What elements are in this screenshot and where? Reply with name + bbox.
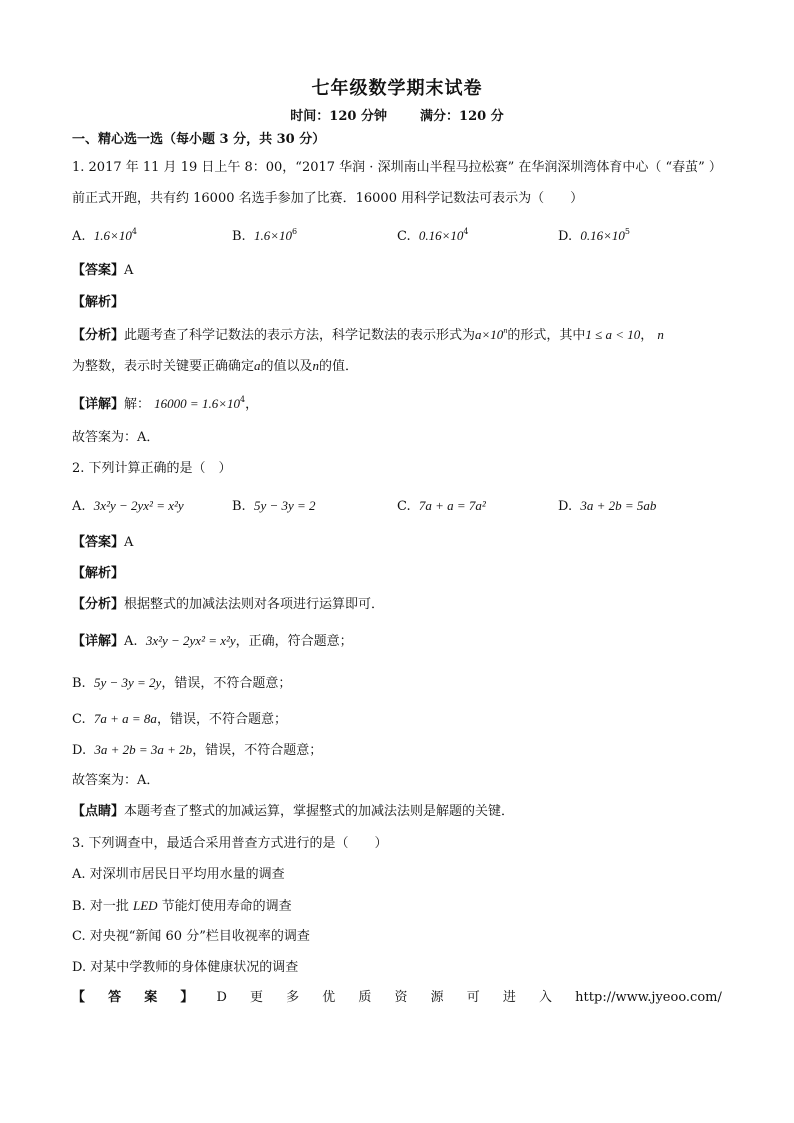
q1-stem-line2: 前正式开跑，共有约 16000 名选手参加了比赛．16000 用科学记数法可表示为（ ） (72, 191, 584, 206)
q2-detail-a: 【详解】A. 3x²y − 2yx² = x²y，正确，符合题意； (72, 633, 353, 649)
section-heading: 一、精心选一选（每小题 3 分，共 30 分） (72, 132, 326, 147)
q1-option-b: B. $1.6\times 10^6$ (232, 227, 298, 244)
q2-conclusion: 故答案为：A． (72, 773, 160, 788)
q3-option-b: B. 对一批 LED 节能灯使用寿命的调查 (72, 898, 292, 914)
q2-stem: 2. 下列计算正确的是（ ） (72, 461, 232, 476)
q2-analysis: 【分析】根据整式的加减法法则对各项进行运算即可． (72, 597, 385, 612)
q2-option-b: B. 5y − 3y = 2 (232, 498, 316, 514)
q3-stem: 3. 下列调查中，最适合采用普查方式进行的是（ ） (72, 836, 388, 851)
page-title: 七年级数学期末试卷 (311, 78, 483, 99)
q1-analysis-line2: 为整数，表示时关键要正确确定a的值以及n的值． (72, 358, 359, 374)
q1-analysis-line1: 【分析】此题考查了科学记数法的表示方法，科学记数法的表示形式为$a\times 10^n$的形式，其中1 ≤ a < 10， n (72, 326, 664, 343)
q1-option-a: A. $1.6\times 10^4$ (72, 227, 137, 244)
q2-option-a: A. 3x²y − 2yx² = x²y (72, 498, 184, 514)
q1-answer: 【答案】A (72, 263, 134, 278)
q3-option-d: D. 对某中学教师的身体健康状况的调查 (72, 960, 299, 975)
q2-detail-b: B. 5y − 3y = 2y，错误，不符合题意； (72, 675, 292, 691)
q2-detail-d: D. 3a + 2b = 3a + 2b，错误，不符合题意； (72, 742, 323, 758)
exam-time: 时间：120 分钟 (290, 109, 387, 124)
q2-answer: 【答案】A (72, 535, 134, 550)
source-url[interactable]: http://www.jyeoo.com/ (575, 990, 722, 1005)
q3-answer-line: 【 答 案 】 D 更 多 优 质 资 源 可 进 入 http://www.jyeoo.com/ (72, 990, 722, 1005)
q2-jiexi: 【解析】 (72, 566, 125, 581)
q1-detail: 【详解】解： $16000 = 1.6\times 10^4$， (72, 395, 259, 412)
q1-stem-line1: 1. 2017 年 11 月 19 日上午 8：00，“2017 华润 · 深圳南山半程马拉松赛” 在华润深圳湾体育中心（ “春茧” ） (72, 160, 722, 175)
exam-info (0, 105, 794, 124)
q2-option-c: C. 7a + a = 7a² (397, 498, 486, 514)
q2-option-d: D. 3a + 2b = 5ab (558, 498, 657, 514)
q1-conclusion: 故答案为：A． (72, 430, 160, 445)
q2-key-point: 【点睛】本题考查了整式的加减运算，掌握整式的加减法法则是解题的关键． (72, 804, 515, 819)
q1-jiexi: 【解析】 (72, 295, 125, 310)
q2-detail-c: C. 7a + a = 8a，错误，不符合题意； (72, 711, 287, 727)
exam-score: 满分：120 分 (420, 109, 504, 124)
q3-option-a: A. 对深圳市居民日平均用水量的调查 (72, 867, 285, 882)
q1-option-d: D. $0.16\times 10^5$ (558, 227, 630, 244)
q3-option-c: C. 对央视“新闻 60 分”栏目收视率的调查 (72, 929, 310, 944)
q1-option-c: C. $0.16\times 10^4$ (397, 227, 469, 244)
